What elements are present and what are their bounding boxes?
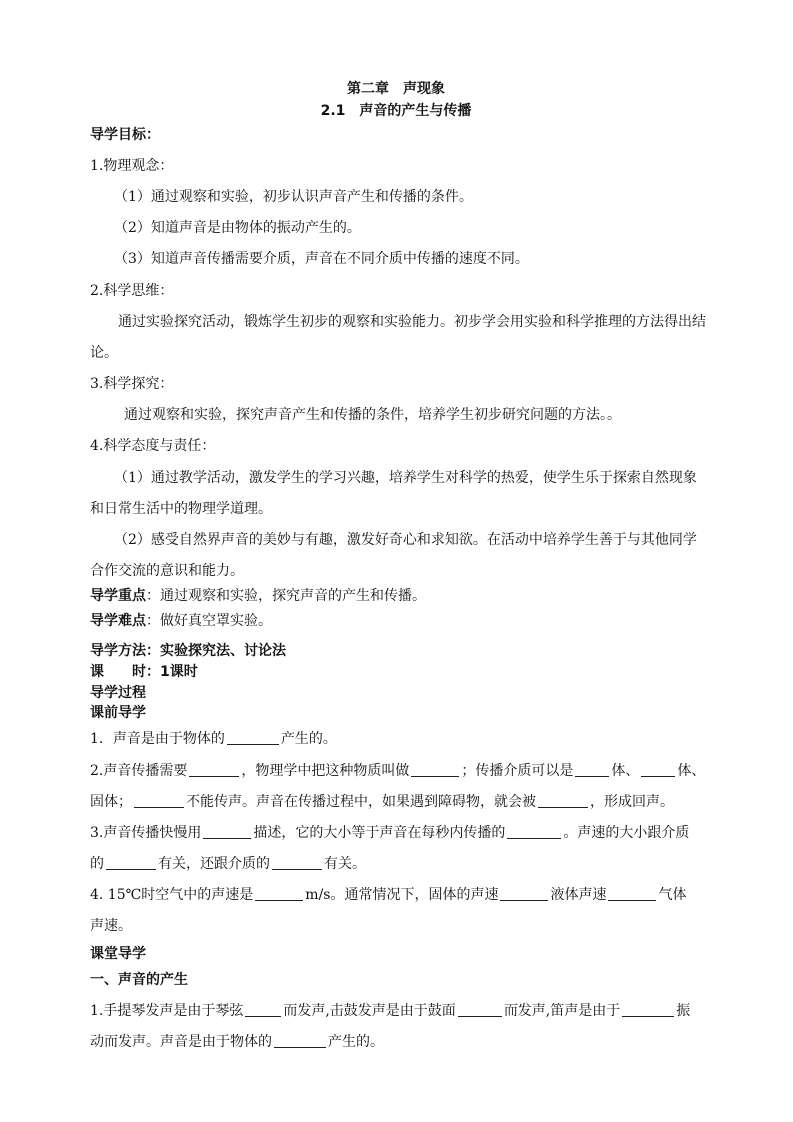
blank[interactable] [575,762,609,777]
question-4-line-2: 声速。 [90,918,132,934]
part-1-heading: 一、声音的产生 [90,972,188,988]
blank[interactable] [622,1002,674,1017]
difficulty-label: 导学难点 [90,613,146,629]
blank[interactable] [255,886,303,901]
blank[interactable] [458,1002,502,1017]
question-2-line-2: 固体； 不能传声。声音在传播过程中，如果遇到障碍物，就会被 ，形成回声。 [90,794,674,810]
blank[interactable] [500,886,548,901]
question-4-line-1: 4. 15℃时空气中的声速是 m/s。通常情况下，固体的声速 液体声速 气体 [90,887,687,903]
class-hours: 课 时：1课时 [90,664,198,680]
goal-4-item-1-line-1: （1）通过教学活动，激发学生的学习兴趣，培养学生对科学的热爱，使学生乐于探索自然现象 [114,470,697,486]
goal-2-text-line-2: 论。 [90,345,118,361]
teaching-method: 导学方法：实验探究法、讨论法 [90,643,286,659]
pre-class-heading: 课前导学 [90,705,146,721]
blank[interactable] [274,1033,326,1048]
blank[interactable] [227,730,279,745]
question-2-line-1: 2.声音传播需要 ，物理学中把这种物质叫做 ；传播介质可以是 体、 体、 [90,763,706,779]
goal-4-item-1-line-2: 和日常生活中的物理学道理。 [90,501,272,517]
blank[interactable] [272,855,322,870]
goal-4-item-2-line-2: 合作交流的意识和能力。 [90,563,244,579]
blank[interactable] [641,762,675,777]
goal-1-item-1: （1）通过观察和实验，初步认识声音产生和传播的条件。 [114,189,473,205]
goal-1-item-3: （3）知道声音传播需要介质，声音在不同介质中传播的速度不同。 [114,251,529,267]
question-3-line-1: 3.声音传播快慢用 描述，它的大小等于声音在每秒内传播的 。声速的大小跟介质 [90,825,690,841]
blank[interactable] [106,855,156,870]
chapter-title: 第二章 声现象 [347,81,445,97]
goal-3-text: 通过观察和实验，探究声音产生和传播的条件，培养学生初步研究问题的方法。。 [124,407,621,423]
blank[interactable] [203,824,251,839]
difficulty-text: ：做好真空罩实验。 [146,613,272,629]
process-heading: 导学过程 [90,685,146,701]
goal-3-heading: 3.科学探究： [90,376,174,392]
class-question-1-line-1: 1.手提琴发声是由于琴弦 而发声,击鼓发声是由于鼓面 而发声,笛声是由于 振 [90,1003,691,1019]
blank[interactable] [411,762,459,777]
goal-2-text-line-1: 通过实验探究活动，锻炼学生初步的观察和实验能力。初步学会用实验和科学推理的方法得出结 [118,314,706,330]
blank[interactable] [134,793,184,808]
class-question-1-line-2: 动而发声。声音是由于物体的 产生的。 [90,1034,384,1050]
goal-1-heading: 1.物理观念： [90,158,174,174]
goal-1-item-2: （2）知道声音是由物体的振动产生的。 [114,220,361,236]
goal-2-heading: 2.科学思维： [90,283,174,299]
key-point-label: 导学重点 [90,588,146,604]
key-point [90,587,426,605]
blank[interactable] [189,762,239,777]
blank[interactable] [507,824,561,839]
goal-4-item-2-line-1: （2）感受自然界声音的美妙与有趣，激发好奇心和求知欲。在活动中培养学生善于与其他同学 [114,532,697,548]
class-guide-heading: 课堂导学 [90,946,146,962]
key-point-text: ：通过观察和实验，探究声音的产生和传播。 [146,588,426,604]
goal-4-heading: 4.科学态度与责任： [90,438,216,454]
blank[interactable] [538,793,588,808]
section-title: 2.1 声音的产生与传播 [320,103,472,119]
goals-heading: 导学目标： [90,127,160,143]
question-1: 1．声音是由于物体的 产生的。 [90,731,337,747]
question-3-line-2: 的 有关，还跟介质的 有关。 [90,856,366,872]
blank[interactable] [245,1002,281,1017]
blank[interactable] [608,886,656,901]
difficulty [90,612,272,630]
